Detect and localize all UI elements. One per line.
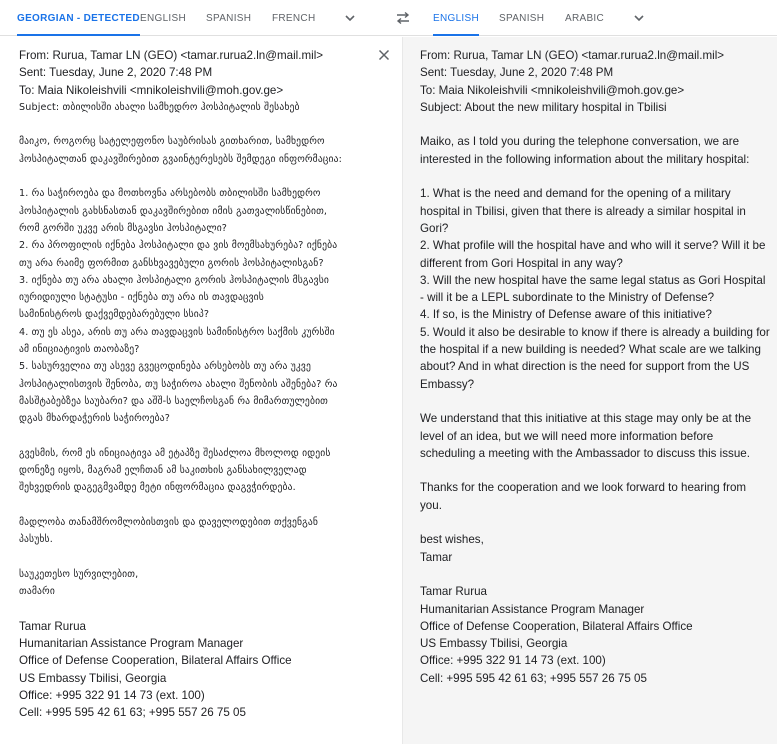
language-bar (0, 0, 777, 36)
blank-line (19, 116, 381, 133)
blank-line (19, 497, 381, 514)
translation-paragraph: Maiko, as I told you during the telephone conversation, we are interested in the following information about the military hospital: (420, 135, 750, 166)
blank-line (420, 116, 770, 133)
source-body-line: სამინისტროს დაქვემდებარებული სსიპ? (19, 309, 210, 321)
source-body-line: თამარი (19, 586, 55, 598)
source-body-line: 4. თუ ეს ასეა, არის თუ არა თავდაცვის სამინისტრო საქმის კურსში (19, 326, 335, 338)
source-signature-line: Humanitarian Assistance Program Manager (19, 637, 244, 651)
translation-text (420, 47, 770, 687)
translation-paragraph: We understand that this initiative at this stage may only be at the level of an idea, but we will need more information before scheduling a meeting with the Ambassador to discuss this issue. (420, 412, 752, 460)
translation-from: From: Rurua, Tamar LN (GEO) <tamar.rurua2.ln@mail.mil> (420, 49, 725, 62)
source-sent: Sent: Tuesday, June 2, 2020 7:48 PM (19, 66, 213, 80)
translation-signature-line: Office: +995 322 91 14 73 (ext. 100) (420, 654, 606, 668)
source-to: To: Maia Nikoleishvili <mnikoleishvili@moh.gov.ge> (19, 83, 284, 97)
translation-signature-line: Office of Defense Cooperation, Bilateral Affairs Office (420, 619, 693, 633)
source-body-line: შეხვედრის დაგეგმვამდე მეტი ინფორმაცია დაგვჭირდება. (19, 482, 296, 494)
source-body-line: 1. რა საჭიროება და მოთხოვნა არსებობს თბილისში სამხედრო (19, 188, 321, 200)
source-body (19, 133, 381, 600)
blank-line (420, 462, 770, 479)
translation-sent: Sent: Tuesday, June 2, 2020 7:48 PM (420, 66, 614, 80)
tab-source-french[interactable]: FRENCH (272, 13, 316, 24)
blank-line (19, 168, 381, 185)
translation-paragraph: best wishes, (420, 533, 484, 547)
translation-area (403, 37, 777, 744)
chevron-down-icon[interactable] (632, 11, 646, 25)
blank-line (420, 168, 770, 185)
source-body-line: ჰოსპიტალის გახსნასთან დაკავშირებით იმის გათვალისწინებით, (19, 205, 328, 217)
chevron-down-icon[interactable] (343, 11, 357, 25)
source-subject: Subject: თბილისში ახალი სამხედრო ჰოსპიტალის შესახებ (19, 101, 300, 113)
blank-line (420, 566, 770, 583)
source-signature-line: Office of Defense Cooperation, Bilateral Affairs Office (19, 654, 292, 668)
blank-line (420, 514, 770, 531)
blank-line (420, 393, 770, 410)
source-signature-line: Tamar Rurua (19, 619, 87, 633)
translation-signature-line: Tamar Rurua (420, 585, 488, 599)
source-signature-line: Cell: +995 595 42 61 63; +995 557 26 75 05 (19, 706, 246, 720)
translation-signature-line: US Embassy Tbilisi, Georgia (420, 637, 568, 651)
tab-target-english[interactable]: ENGLISH (433, 0, 479, 36)
translation-paragraph: 1. What is the need and demand for the opening of a military hospital in Tbilisi, given that there is already a similar hospital in Gori? (420, 187, 746, 235)
source-body-line: იურიდიული სტატუსი - იქნება თუ არა ის თავდაცვის (19, 292, 264, 304)
source-body-line: პასუხს. (19, 534, 53, 546)
source-body-line: დგას მხარდაჭერის საჭიროება? (19, 413, 170, 425)
translation-paragraph: 4. If so, is the Ministry of Defense aware of this initiative? (420, 308, 712, 322)
source-body-line: დონეზე იყოს, მაგრამ ელჩთან ამ საკითხის განსახილველად (19, 465, 307, 477)
swap-languages-icon[interactable] (395, 11, 411, 25)
translation-signature-line: Humanitarian Assistance Program Manager (420, 602, 645, 616)
source-text-area[interactable] (0, 37, 403, 744)
source-body-line: 5. სასურველია თუ ასევე გვეცოდინება არსებობს თუ არა უკვე (19, 361, 311, 373)
source-body-line: ჰოსპიტალთან დაკავშირებით გვაინტერესებს შემდეგი ინფორმაცია: (19, 153, 343, 165)
translation-paragraph: 2. What profile will the hospital have and who will it serve? Will it be different from Gori Hospital in any way? (420, 239, 766, 270)
source-body-line: თუ არა რაიმე ფორმით განსხვავებული გორის ჰოსპიტალისგან? (19, 257, 324, 269)
translation-subject: Subject: About the new military hospital in Tbilisi (420, 100, 667, 114)
blank-line (19, 601, 381, 618)
tab-target-arabic[interactable]: ARABIC (565, 13, 605, 24)
source-signature-line: Office: +995 322 91 14 73 (ext. 100) (19, 688, 205, 702)
tab-source-spanish[interactable]: SPANISH (206, 13, 252, 24)
source-body-line: ჰოსპიტალისთვის შენობა, თუ საჭიროა ახალი შენობის აშენება? რა (19, 378, 338, 390)
source-body-line: მაიკო, როგორც სატელეფონო საუბრისას გითხარით, სამხედრო (19, 136, 325, 148)
source-body-line: გვესმის, რომ ეს ინიციატივა ამ ეტაპზე შესაძლოა მხოლოდ იდეის (19, 447, 331, 459)
blank-line (19, 549, 381, 566)
translation-signature-line: Cell: +995 595 42 61 63; +995 557 26 75 05 (420, 671, 647, 685)
source-from: From: Rurua, Tamar LN (GEO) <tamar.rurua2.ln@mail.mil> (19, 49, 324, 62)
translation-paragraph: Thanks for the cooperation and we look forward to hearing from you. (420, 481, 747, 512)
tab-source-english[interactable]: ENGLISH (140, 13, 187, 24)
translation-paragraph: 5. Would it also be desirable to know if there is already a building for the hospital if a new building is needed? What scale are we talking about? And in what direction is the need for support from the US Embassy? (420, 325, 770, 391)
source-body-line: საუკეთესო სურვილებით, (19, 568, 139, 580)
source-body-line: 2. რა პროფილის იქნება ჰოსპიტალი და ვის მოემსახურება? იქნება (19, 240, 338, 252)
source-body-line: 3. იქნება თუ არა ახალი ჰოსპიტალი გორის ჰოსპიტალის მსგავსი (19, 274, 330, 286)
source-signature-line: US Embassy Tbilisi, Georgia (19, 671, 167, 685)
tab-target-spanish[interactable]: SPANISH (499, 13, 545, 24)
translation-paragraph: 3. Will the new hospital have the same legal status as Gori Hospital - will it be a LEPL subordinate to the Ministry of Defense? (420, 273, 766, 305)
translation-paragraph: Tamar (420, 550, 453, 564)
translation-to: To: Maia Nikoleishvili <mnikoleishvili@moh.gov.ge> (420, 83, 685, 97)
source-body-line: ამ ინიციატივის თაობაზე? (19, 344, 140, 356)
blank-line (19, 428, 381, 445)
source-text (19, 47, 381, 722)
source-body-line: მადლობა თანამშრომლობისთვის და დაველოდებით თქვენგან (19, 517, 319, 529)
source-body-line: მასშტაბებზეა საუბარი? და აშშ-ს საელჩოსგან რა მიმართულებით (19, 395, 329, 407)
tab-source-georgian-detected[interactable]: GEORGIAN - DETECTED (17, 0, 140, 36)
source-body-line: რომ გორში უკვე არის მსგავსი ჰოსპიტალი? (19, 222, 228, 234)
